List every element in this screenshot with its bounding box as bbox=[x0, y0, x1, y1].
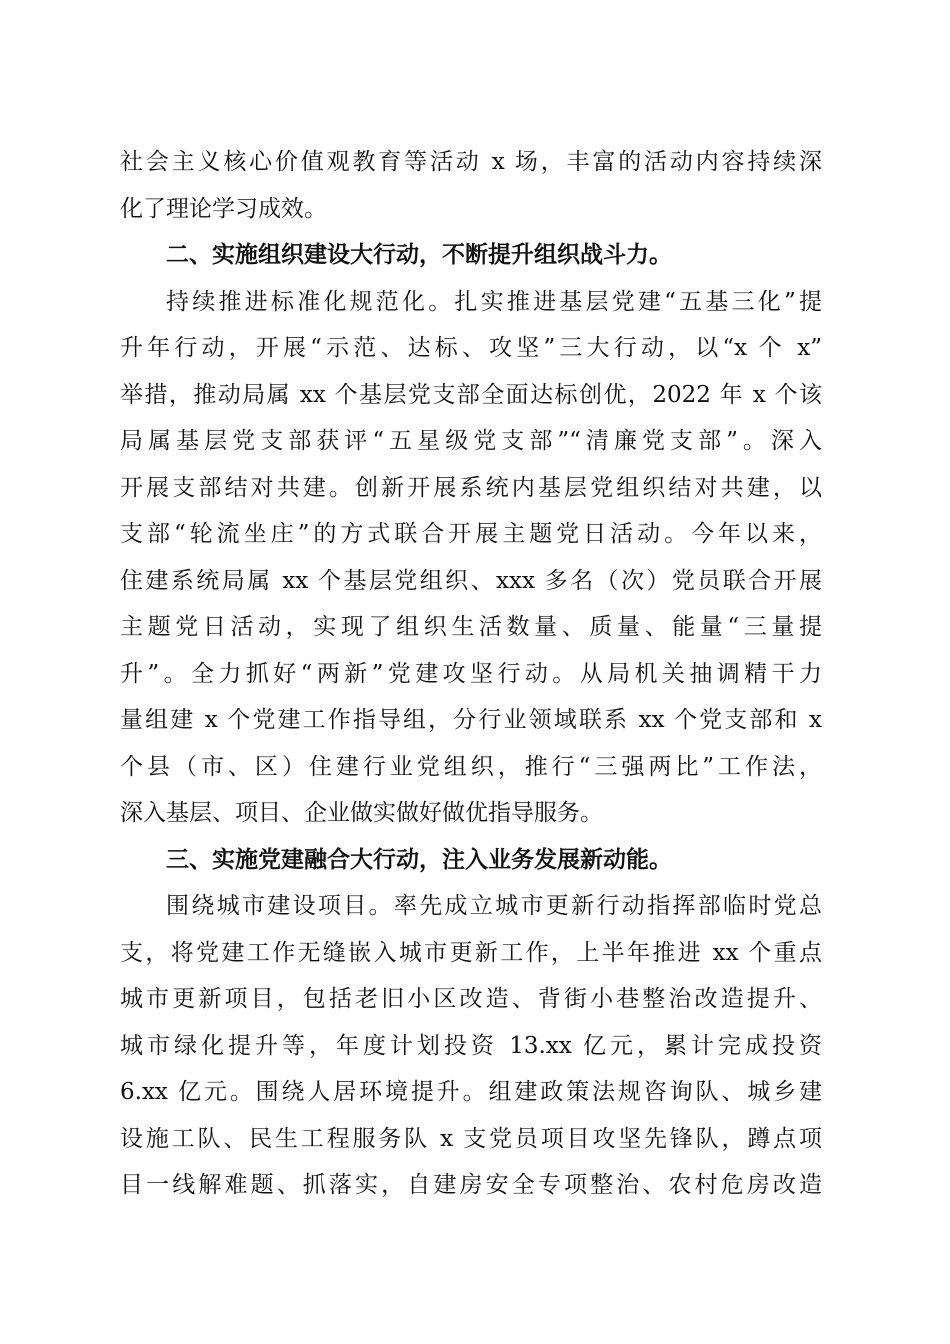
text-line: 深入基层、项目、企业做实做好做优指导服务。 bbox=[120, 800, 603, 826]
text-line: 住建系统局属 xx 个基层党组织、xxx 多名（次）党员联合开展 bbox=[120, 567, 822, 594]
section-heading bbox=[120, 837, 822, 884]
text-line: 社会主义核心价值观教育等活动 x 场，丰富的活动内容持续深 bbox=[120, 149, 822, 175]
text-line: 设施工队、民生工程服务队 x 支党员项目攻坚先锋队，蹲点项 bbox=[120, 1125, 822, 1152]
text-line: 主题党日活动，实现了组织生活数量、质量、能量“三量提 bbox=[120, 614, 822, 640]
text-line: 城市更新项目，包括老旧小区改造、背街小巷整治改造提升、 bbox=[120, 986, 822, 1012]
text-line: 围绕城市建设项目。率先成立城市更新行动指挥部临时党总 bbox=[166, 893, 822, 919]
heading-text: 二、实施组织建设大行动，不断提升组织战斗力。 bbox=[166, 242, 672, 268]
heading-text: 三、实施党建融合大行动，注入业务发展新动能。 bbox=[166, 846, 672, 873]
body-paragraph bbox=[120, 279, 822, 837]
section-heading bbox=[120, 232, 822, 279]
text-line: 个县（市、区）住建行业党组织，推行“三强两比”工作法， bbox=[120, 753, 822, 780]
text-line: 升年行动，开展“示范、达标、攻坚”三大行动，以“x 个 x” bbox=[120, 335, 822, 361]
document-page bbox=[120, 139, 822, 1209]
body-paragraph bbox=[120, 883, 822, 1209]
text-line: 6.xx 亿元。围绕人居环境提升。组建政策法规咨询队、城乡建 bbox=[120, 1079, 822, 1105]
text-line: 持续推进标准化规范化。扎实推进基层党建“五基三化”提 bbox=[166, 288, 822, 315]
body-paragraph bbox=[120, 139, 822, 232]
text-line: 局属基层党支部获评“五星级党支部”“清廉党支部”。深入 bbox=[120, 428, 822, 454]
text-line: 量组建 x 个党建工作指导组，分行业领域联系 xx 个党支部和 x bbox=[120, 707, 822, 733]
text-line: 举措，推动局属 xx 个基层党支部全面达标创优，2022 年 x 个该 bbox=[120, 381, 822, 408]
text-line: 目一线解难题、抓落实，自建房安全专项整治、农村危房改造 bbox=[120, 1172, 822, 1198]
text-line: 开展支部结对共建。创新开展系统内基层党组织结对共建，以 bbox=[120, 474, 822, 501]
text-line: 支部“轮流坐庄”的方式联合开展主题党日活动。今年以来， bbox=[120, 521, 822, 547]
text-line: 城市绿化提升等，年度计划投资 13.xx 亿元，累计完成投资 bbox=[120, 1032, 822, 1059]
text-line: 升”。全力抓好“两新”党建攻坚行动。从局机关抽调精干力 bbox=[120, 660, 822, 687]
text-line: 化了理论学习成效。 bbox=[120, 195, 327, 222]
text-line: 支，将党建工作无缝嵌入城市更新工作，上半年推进 xx 个重点 bbox=[120, 939, 822, 966]
